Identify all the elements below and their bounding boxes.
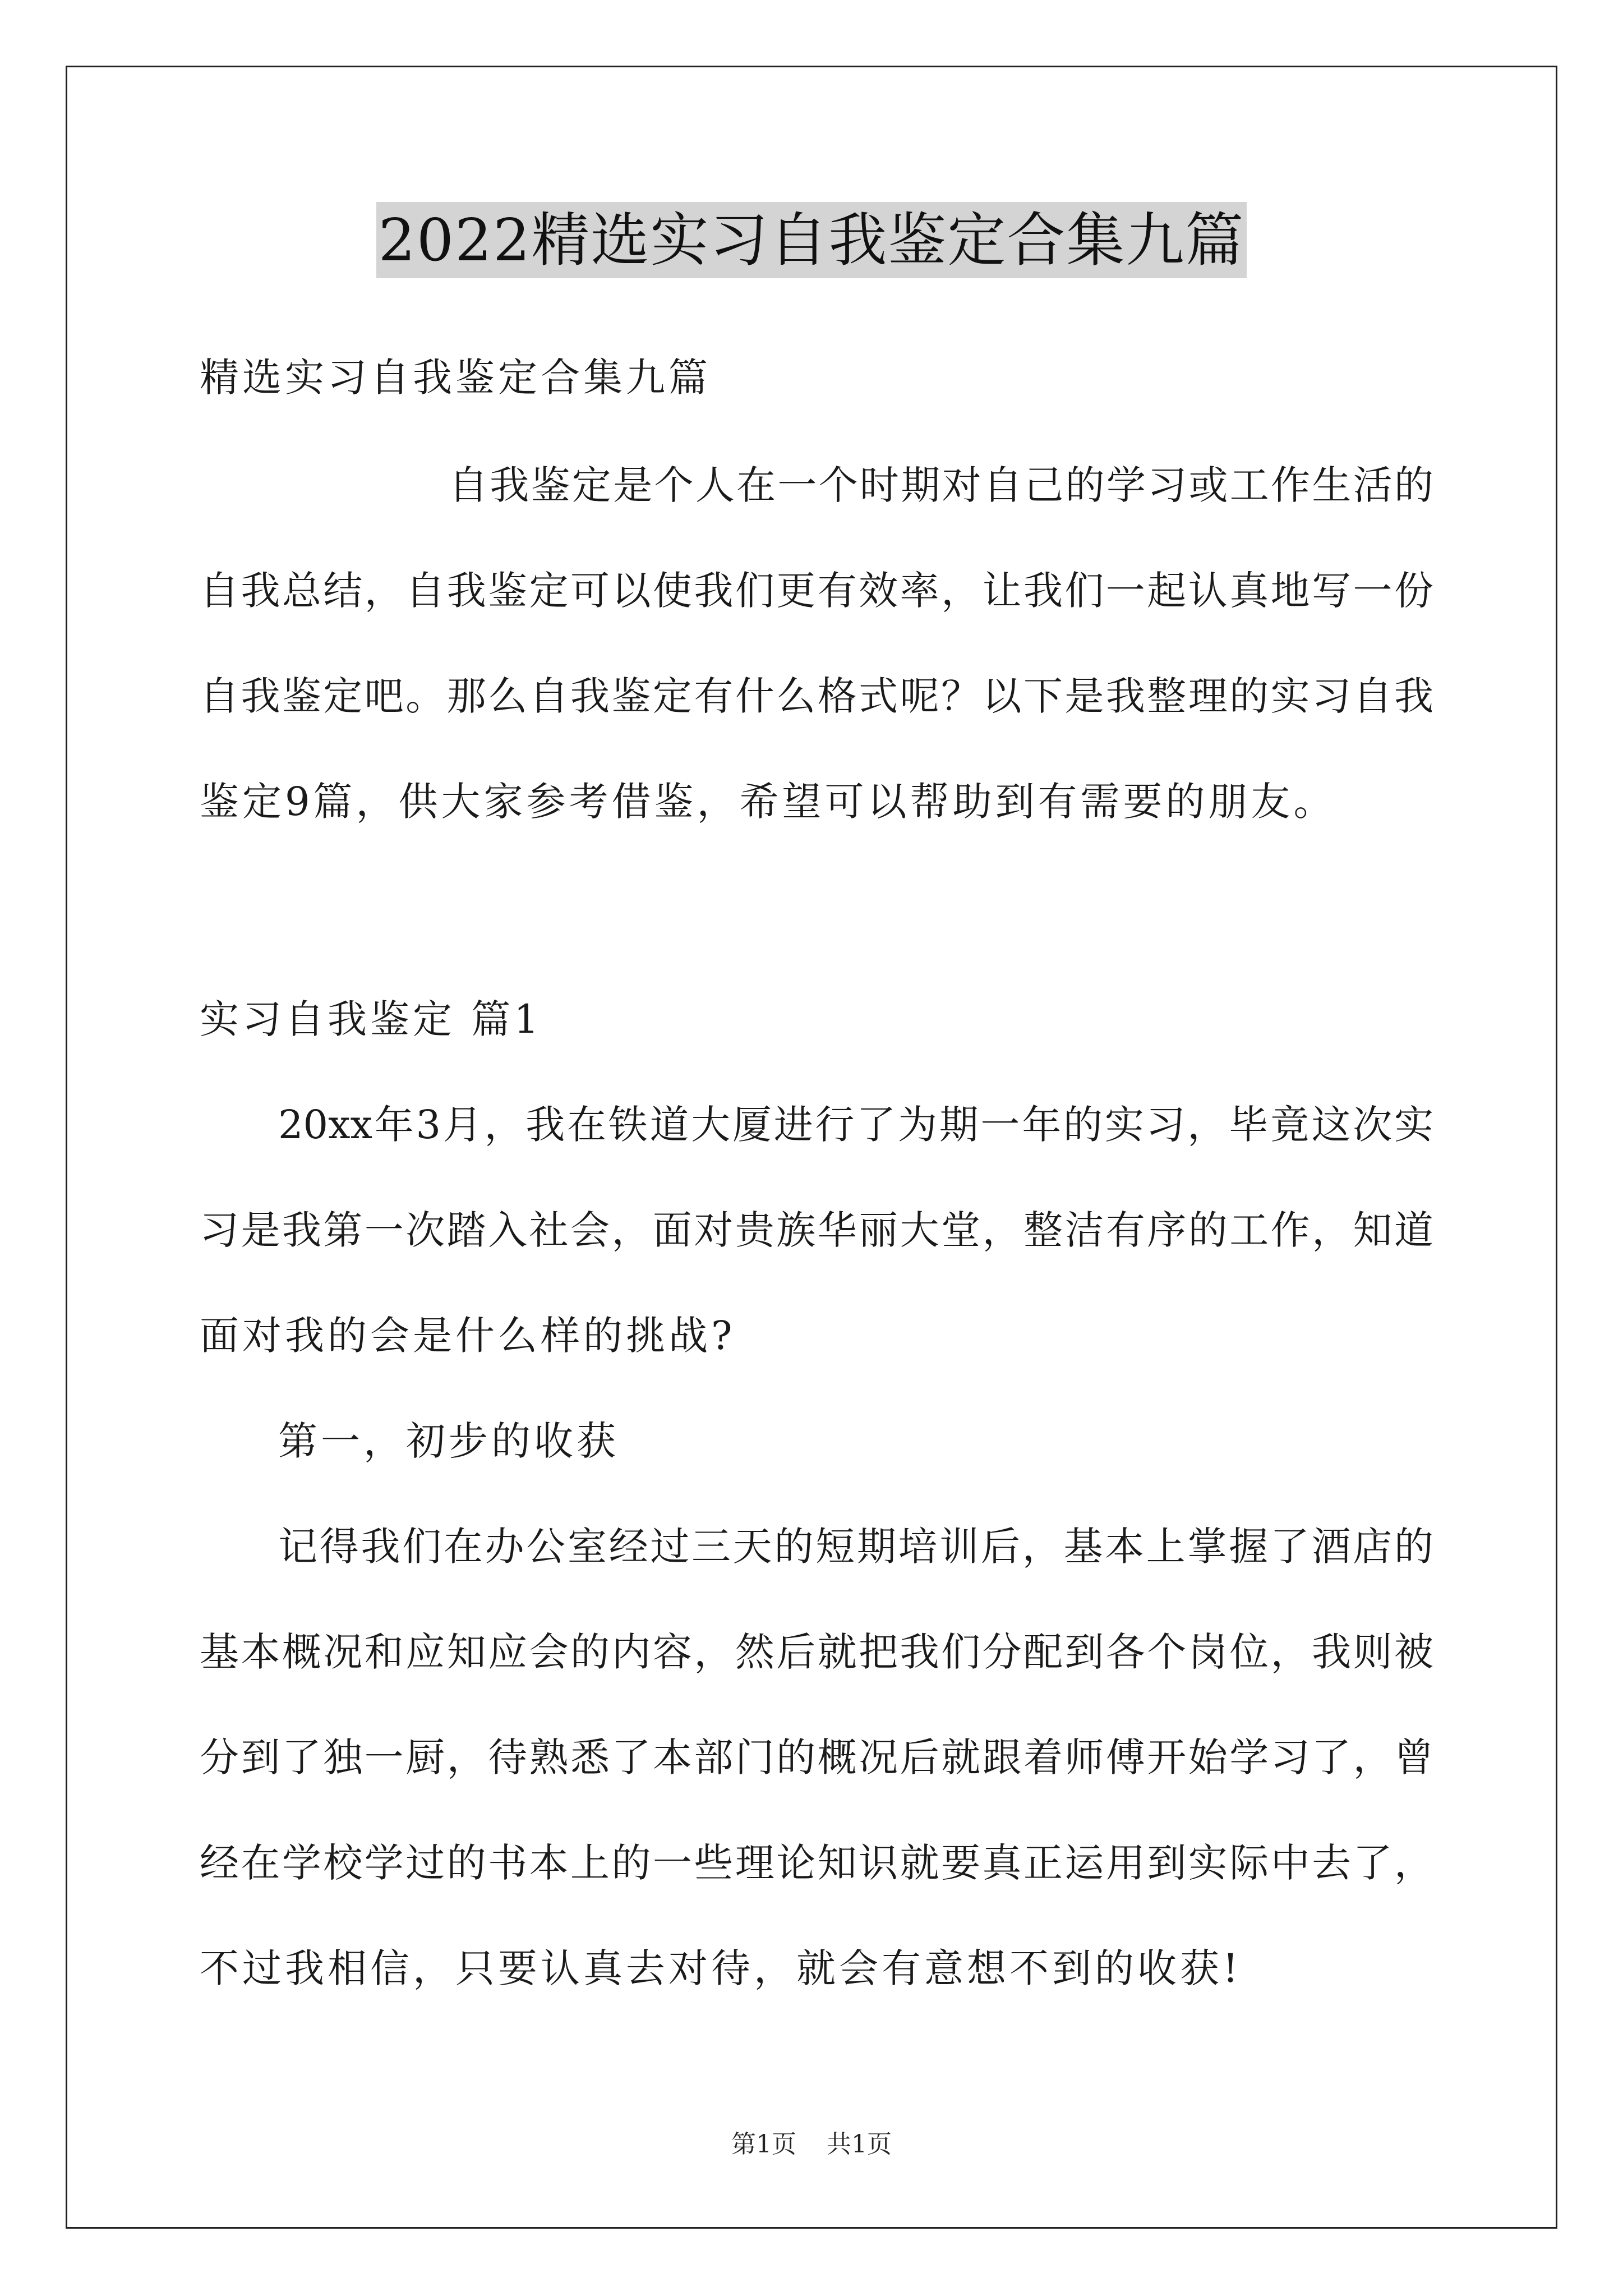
- paragraph2-line-2: 基本概况和应知应会的内容，然后就把我们分配到各个岗位，我则被: [200, 1629, 1433, 1675]
- paragraph2-line-4: 经在学校学过的书本上的一些理论知识就要真正运用到实际中去了，: [200, 1840, 1433, 1886]
- intro-line-2: 自我总结，自我鉴定可以使我们更有效率，让我们一起认真地写一份: [200, 568, 1433, 614]
- document-title: 2022精选实习自我鉴定合集九篇: [376, 202, 1247, 278]
- page-total: 共1页: [827, 2130, 892, 2159]
- page-current: 第1页: [731, 2130, 796, 2159]
- paragraph2-line-3: 分到了独一厨，待熟悉了本部门的概况后就跟着师傅开始学习了，曾: [200, 1734, 1433, 1780]
- intro-line-1: 自我鉴定是个人在一个时期对自己的学习或工作生活的: [449, 462, 1433, 508]
- paragraph1-line-3: 面对我的会是什么样的挑战?: [200, 1313, 736, 1359]
- paragraph2-line-1: 记得我们在办公室经过三天的短期培训后，基本上掌握了酒店的: [278, 1524, 1433, 1570]
- intro-line-4: 鉴定9篇，供大家参考借鉴，希望可以帮助到有需要的朋友。: [200, 779, 1336, 825]
- subheading: 第一，初步的收获: [278, 1418, 619, 1464]
- document-subtitle: 精选实习自我鉴定合集九篇: [200, 355, 711, 401]
- title-block: [0, 202, 1623, 278]
- page-footer: [0, 2128, 1623, 2161]
- intro-line-3: 自我鉴定吧。那么自我鉴定有什么格式呢？以下是我整理的实习自我: [200, 673, 1433, 719]
- paragraph1-line-1: 20xx年3月，我在铁道大厦进行了为期一年的实习，毕竟这次实: [278, 1102, 1433, 1148]
- paragraph1-line-2: 习是我第一次踏入社会，面对贵族华丽大堂，整洁有序的工作，知道: [200, 1207, 1433, 1253]
- paragraph2-line-5: 不过我相信，只要认真去对待，就会有意想不到的收获!: [200, 1945, 1242, 1991]
- section-heading: 实习自我鉴定 篇1: [200, 996, 542, 1042]
